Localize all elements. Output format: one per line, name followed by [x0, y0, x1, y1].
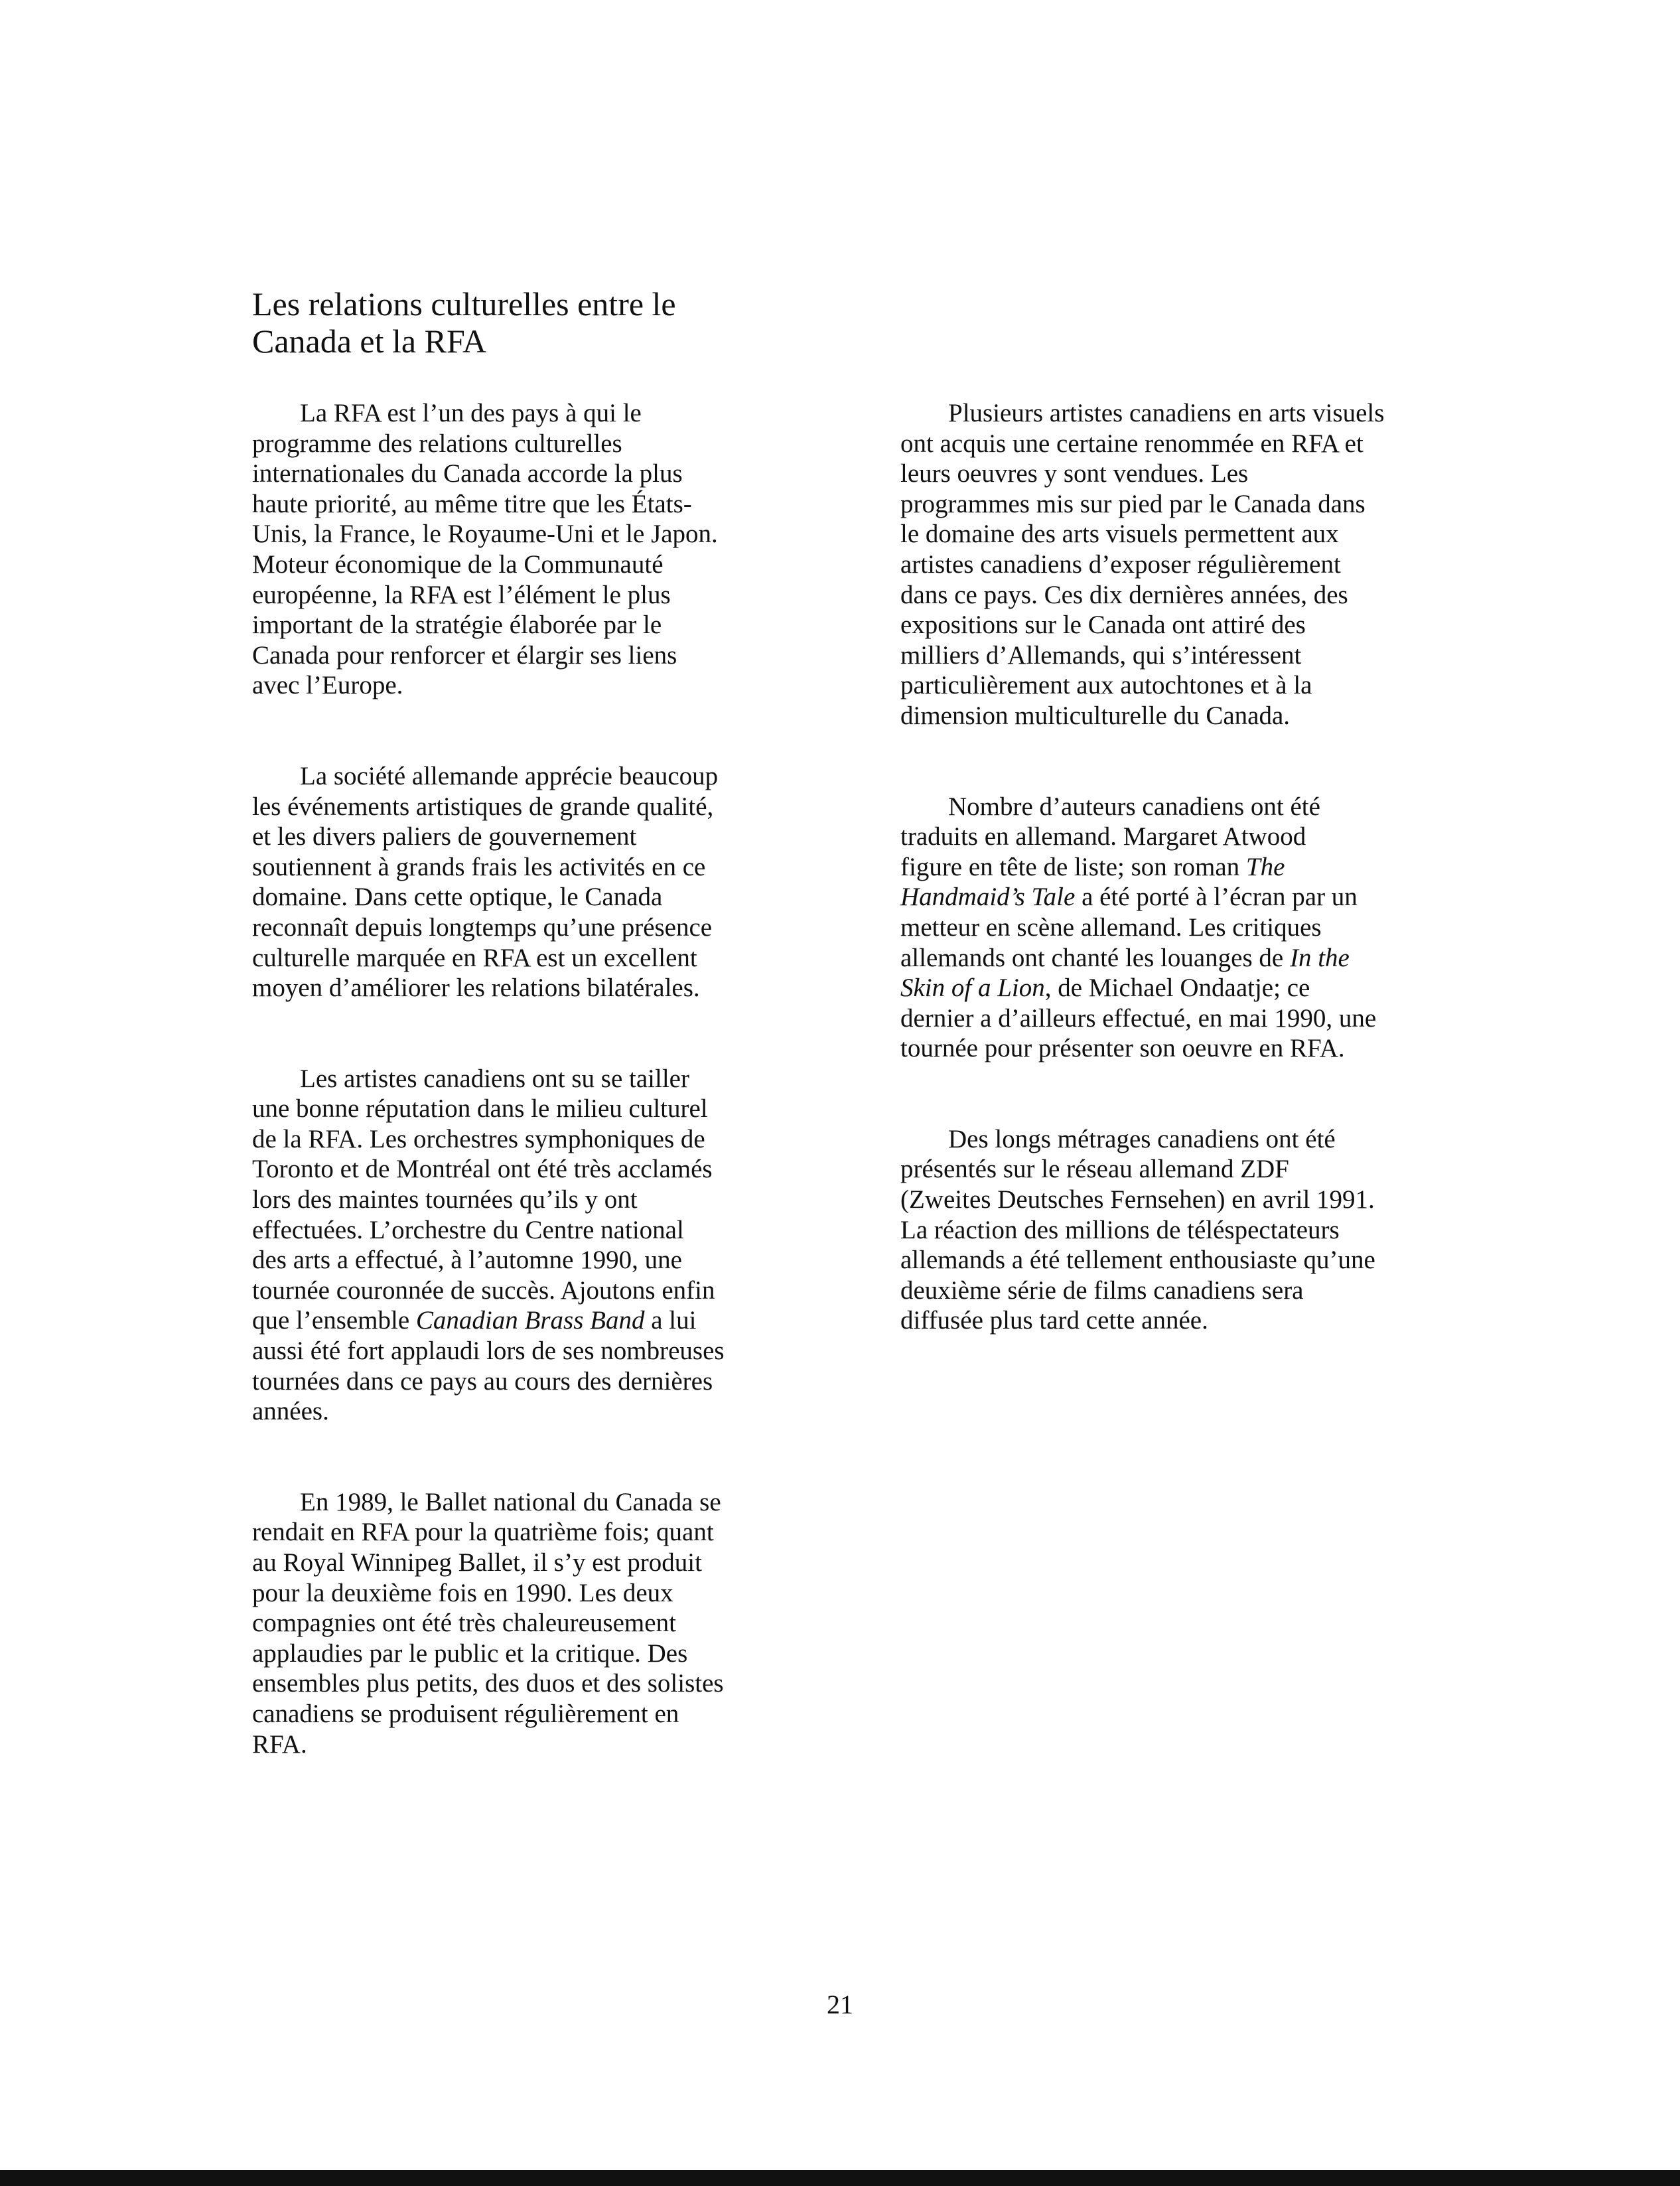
text-line: rendait en RFA pour la quatrième fois; quant	[252, 1518, 714, 1547]
text-line: culturelle marquée en RFA est un excellent	[252, 943, 697, 972]
text-line: domaine. Dans cette optique, le Canada	[252, 883, 663, 912]
text-line: expositions sur le Canada ont attiré des	[900, 611, 1306, 640]
paragraph	[252, 1064, 823, 1427]
text-line: RFA.	[252, 1729, 307, 1759]
paragraph	[252, 398, 823, 701]
text-line: allemands ont chanté les louanges de In the	[900, 943, 1350, 972]
text-line: ensembles plus petits, des duos et des solistes	[252, 1669, 724, 1698]
text-line: (Zweites Deutsches Fernsehen) en avril 1991.	[900, 1185, 1375, 1214]
title-line-2: Canada et la RFA	[252, 323, 487, 360]
text-line: que l’ensemble Canadian Brass Band a lui	[252, 1306, 697, 1335]
text-line: soutiennent à grands frais les activités en ce	[252, 852, 706, 881]
text-line: aussi été fort applaudi lors de ses nombreuses	[252, 1337, 725, 1366]
text-line: Les artistes canadiens ont su se tailler	[300, 1064, 689, 1093]
text-line: haute priorité, au même titre que les États-	[252, 489, 692, 518]
text-line: de la RFA. Les orchestres symphoniques de	[252, 1124, 705, 1153]
title-line-1: Les relations culturelles entre le	[252, 285, 676, 323]
paragraph	[900, 792, 1471, 1064]
text-line: dimension multiculturelle du Canada.	[900, 701, 1291, 730]
page-number: 21	[827, 1990, 853, 2019]
text-line: compagnies ont été très chaleureusement	[252, 1609, 676, 1638]
text-line: effectuées. L’orchestre du Centre national	[252, 1215, 684, 1244]
text-line: tournée couronnée de succès. Ajoutons enfin	[252, 1275, 715, 1305]
text-line: programme des relations culturelles	[252, 429, 622, 458]
text-line: dernier a d’ailleurs effectué, en mai 1990, une	[900, 1003, 1377, 1033]
text-line: moyen d’améliorer les relations bilatérales.	[252, 974, 700, 1003]
text-line: Unis, la France, le Royaume-Uni et le Japon.	[252, 520, 718, 549]
text-line: diffusée plus tard cette année.	[900, 1306, 1208, 1335]
text-line: important de la stratégie élaborée par le	[252, 611, 662, 640]
text-line: avec l’Europe.	[252, 671, 403, 700]
text-line: particulièrement aux autochtones et à la	[900, 671, 1312, 700]
text-line: le domaine des arts visuels permettent aux	[900, 520, 1339, 549]
text-line: Canada pour renforcer et élargir ses liens	[252, 640, 677, 670]
text-line: Toronto et de Montréal ont été très acclamés	[252, 1155, 713, 1184]
text-line: Nombre d’auteurs canadiens ont été	[948, 792, 1320, 821]
text-line: pour la deuxième fois en 1990. Les deux	[252, 1578, 673, 1607]
text-line: La réaction des millions de téléspectateurs	[900, 1215, 1340, 1244]
text-line: Handmaid’s Tale a été porté à l’écran par un	[900, 883, 1358, 912]
text-line: années.	[252, 1397, 329, 1426]
text-line: deuxième série de films canadiens sera	[900, 1275, 1304, 1305]
text-line: allemands a été tellement enthousiaste qu’une	[900, 1246, 1375, 1275]
text-line: traduits en allemand. Margaret Atwood	[900, 822, 1306, 851]
text-line: Moteur économique de la Communauté	[252, 549, 664, 579]
text-line: La RFA est l’un des pays à qui le	[300, 399, 642, 427]
text-line: applaudies par le public et la critique. Des	[252, 1639, 688, 1668]
text-line: La société allemande apprécie beaucoup	[300, 761, 719, 790]
right-column	[900, 398, 1471, 1396]
text-line: milliers d’Allemands, qui s’intéressent	[900, 640, 1302, 670]
text-line: figure en tête de liste; son roman The	[900, 852, 1285, 881]
paragraph	[900, 1124, 1471, 1336]
text-line: reconnaît depuis longtemps qu’une présence	[252, 912, 713, 942]
text-line: tournée pour présenter son oeuvre en RFA.	[900, 1034, 1345, 1063]
text-line: lors des maintes tournées qu’ils y ont	[252, 1185, 638, 1214]
paragraph	[252, 761, 823, 1003]
paragraph	[900, 398, 1471, 731]
text-line: des arts a effectué, à l’automne 1990, une	[252, 1246, 682, 1275]
text-line: tournées dans ce pays au cours des dernières	[252, 1366, 713, 1396]
text-line: Des longs métrages canadiens ont été	[948, 1124, 1336, 1153]
text-line: artistes canadiens d’exposer régulièrement	[900, 549, 1341, 579]
text-line: programmes mis sur pied par le Canada dans	[900, 489, 1365, 518]
text-line: metteur en scène allemand. Les critiques	[900, 912, 1322, 942]
text-line: Plusieurs artistes canadiens en arts visuels	[948, 399, 1385, 427]
text-line: présentés sur le réseau allemand ZDF	[900, 1155, 1289, 1184]
text-line: internationales du Canada accorde la plus	[252, 459, 683, 488]
bottom-scan-border	[0, 2170, 1680, 2186]
text-line: En 1989, le Ballet national du Canada se	[300, 1487, 721, 1516]
text-line: au Royal Winnipeg Ballet, il s’y est produit	[252, 1548, 702, 1577]
text-line: dans ce pays. Ces dix dernières années, des	[900, 580, 1348, 609]
text-line: une bonne réputation dans le milieu culturel	[252, 1094, 708, 1124]
text-line: les événements artistiques de grande qualité,	[252, 792, 714, 821]
paragraph	[252, 1487, 823, 1759]
text-line: Skin of a Lion, de Michael Ondaatje; ce	[900, 974, 1310, 1003]
text-line: leurs oeuvres y sont vendues. Les	[900, 459, 1249, 488]
text-line: européenne, la RFA est l’élément le plus	[252, 580, 671, 609]
left-column	[252, 398, 823, 1820]
text-line: et les divers paliers de gouvernement	[252, 822, 637, 851]
text-line: canadiens se produisent régulièrement en	[252, 1699, 679, 1728]
page-title	[252, 285, 849, 360]
text-line: ont acquis une certaine renommée en RFA et	[900, 429, 1364, 458]
